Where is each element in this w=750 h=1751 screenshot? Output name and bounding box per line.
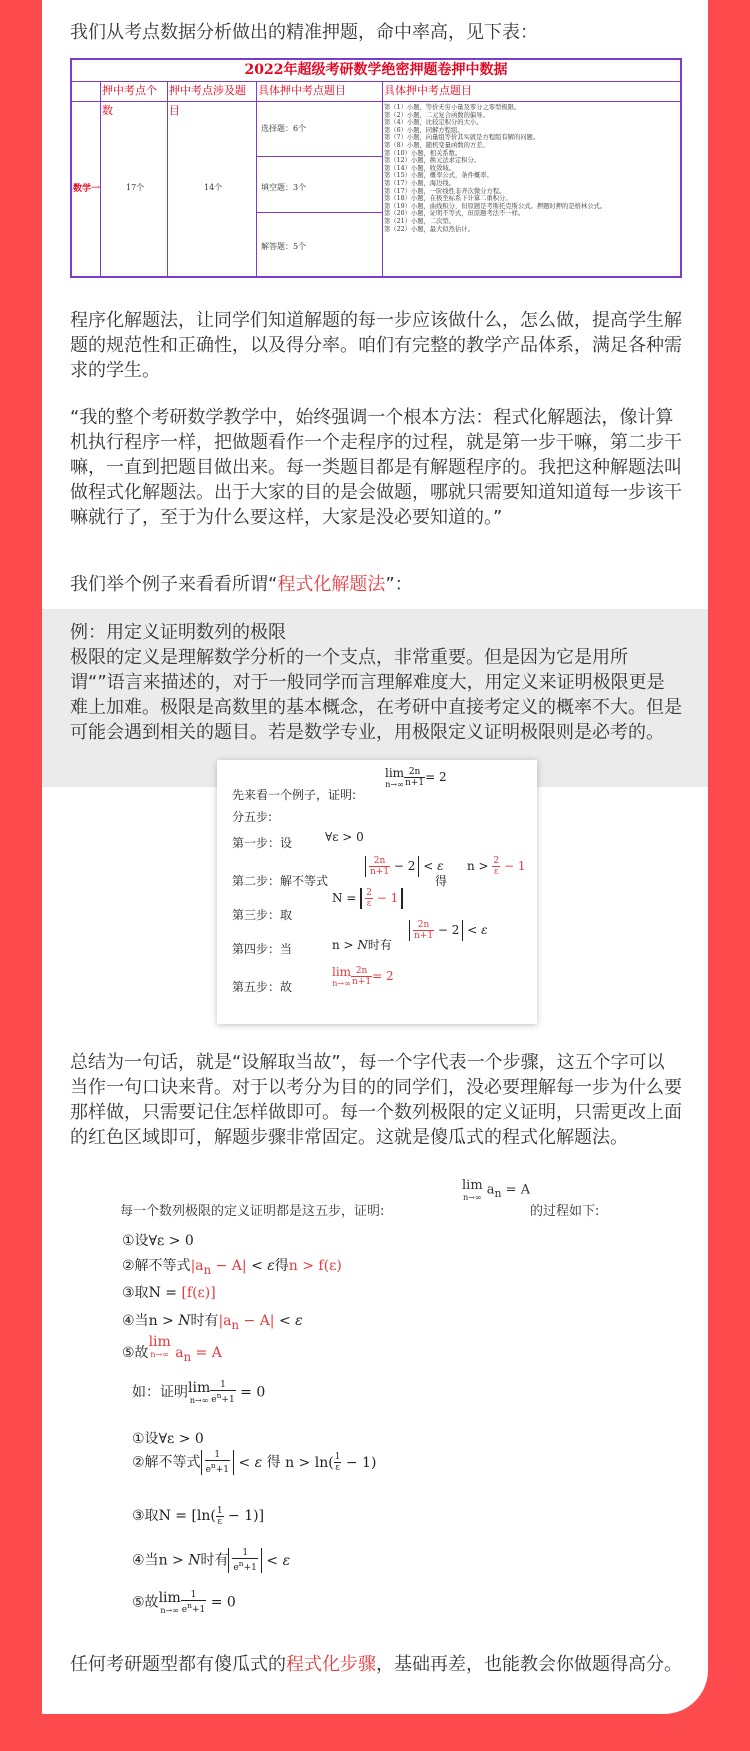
paragraph-quote: “我的整个考研数学教学中，始终强调一个根本方法：程式化解题法，像计算机执行程序一样，把做题看作一个走程序的过程，就是第一步干嘛，第二步干嘛，一直到把题目做出来。每一类题目都是有解题程序的。我把这种解题法叫做程式化解题法。出于大家的目的是会做题，哪就只需要知道知道每一步该干嘛就行了，至于为什么要这样，大家是没必要知道的。”	[70, 407, 682, 528]
text: 任何考研题型都有傻瓜式的	[70, 1654, 286, 1675]
list-item: 第（19）小题，曲线积分，但原题是考斯托克斯公式。押题时押的是格林公式。	[384, 202, 607, 210]
list-item: 第（17）小题，海边线。	[384, 179, 455, 187]
step-has: 时有	[200, 1552, 229, 1569]
proof-ex-step5: ⑤故lim n→∞ $\frac{1}{e^n+1}$ = 0	[132, 1590, 236, 1615]
proof-step1: ①设∀ε > 0	[122, 1233, 194, 1249]
step-label: ⑤故	[132, 1594, 159, 1611]
figure-step2-result: n > $\frac{2}{\varepsilon}$ − 1	[467, 856, 526, 877]
table-divider	[167, 81, 168, 278]
figure-step2: 第二步：解不等式	[232, 874, 329, 888]
figure-step5: 第五步：故	[232, 980, 293, 994]
table-title: 2022年超级考研数学绝密押题卷押中数据	[72, 60, 680, 82]
proof-ex-step2: ②解不等式 $\frac{1}{e^n+1}$ < ε 得 n > ln( $\frac{1}{\varepsilon}$ − 1)	[132, 1450, 377, 1475]
figure-step5-math: lim n→∞ $\frac{2n}{n+1}$ = 2	[332, 965, 394, 988]
figure-step2-get: 得	[435, 874, 448, 888]
figure-step2-math: $\frac{2n}{n+1}$ − 2 < ε	[365, 856, 444, 877]
closing-text	[70, 1652, 682, 1677]
text: ，基础再差，也能教会你做题得高分。	[376, 1654, 682, 1675]
list-item: 第（1）小题，等价无穷小量及零分之零型极限。	[384, 104, 521, 111]
table-divider	[256, 212, 382, 213]
step-label: ④当	[122, 1313, 149, 1329]
paragraph-method: 程序化解题法，让同学们知道解题的每一步应该做什么，怎么做，提高学生解题的规范性和正确性，以及得分率。咱们有完整的教学产品体系，满足各种需求的学生。	[70, 310, 682, 381]
step-label: ②解不等式	[122, 1258, 191, 1274]
list-item: 第（10）小题，相关系数。	[384, 149, 462, 157]
figure-step4-has: 时有	[367, 938, 392, 952]
step-get: 得	[274, 1258, 289, 1274]
list-item: 第（7）小题，向量组等价其实就是方程组有解的问题。	[384, 134, 540, 142]
example-title: 例：用定义证明数列的极限	[70, 622, 286, 643]
figure-step4-math: n > N时有	[332, 938, 392, 952]
proof-step2: ②解不等式$|a_n - A| < \varepsilon$得n > f(ε)	[122, 1258, 342, 1277]
proof-target-formula: lim n→∞ $a_n = A$	[462, 1178, 531, 1202]
list-item: 第（20）小题，证明不等式，但原题考法不一样。	[384, 210, 525, 218]
hit-data-table	[70, 58, 682, 278]
questions-cell: 14个	[204, 183, 223, 192]
highlight-text: 程式化解题法	[277, 574, 386, 595]
paragraph-example-lead	[70, 572, 682, 597]
step-label: ②解不等式	[132, 1454, 201, 1471]
proof-step4: ④当n > N时有$|a_n - A| < \varepsilon$	[122, 1313, 303, 1332]
intro-text: 我们从考点数据分析做出的精准押题，命中率高，见下表：	[70, 22, 538, 43]
figure-step1: 第一步：设	[232, 836, 293, 850]
paragraph-summary: 总结为一句话，就是“设解取当故”，每一个字代表一个步骤，这五个字可以当作一句口诀来背。对于以考分为目的的同学们，没必要理解每一步为什么要那样做，只需要记住怎样做即可。每一个数列极限的定义证明，只需更改上面的红色区域即可，解题步骤非常固定。这就是傻瓜式的程式化解题法。	[70, 1052, 682, 1148]
figure-target-formula: lim n→∞ $\frac{2n}{n+1}$ = 2	[385, 766, 447, 789]
figure-step3-math: N = $\frac{2}{\varepsilon}$ − 1	[332, 888, 403, 909]
count-cell: 17个	[126, 183, 145, 192]
list-item: 第（8）小题，随机变量函数的方差。	[384, 141, 489, 149]
list-item: 第（22）小题，最大似然估计。	[384, 225, 474, 233]
table-divider	[100, 81, 101, 278]
group-fill: 填空题：3个	[261, 183, 307, 192]
list-item: 第（12）小题，换元法求定积分。	[384, 157, 481, 165]
table-divider	[256, 156, 382, 157]
list-item: 第（18）小题，在极坐标系下计算二重积分。	[384, 195, 512, 203]
group-solve: 解答题：5个	[261, 242, 307, 251]
step-label: ①设	[132, 1431, 159, 1447]
step-label: ①设	[122, 1233, 149, 1249]
list-item: 第（15）小题，概率公式，条件概率。	[384, 172, 493, 180]
proof-ex-step3: ③取N = [ln( $\frac{1}{\varepsilon}$ − 1)]	[132, 1505, 265, 1527]
list-item: 第（6）小题，同解方程组。	[384, 126, 464, 134]
step-label: ③取	[122, 1285, 149, 1301]
table-divider	[256, 81, 257, 278]
text: 我们举个例子来看看所谓“	[70, 574, 278, 595]
figure-step3: 第三步：取	[232, 908, 293, 922]
header-detail-items: 具体押中考点题目	[384, 84, 472, 97]
step-label: ③取	[132, 1508, 159, 1524]
header-count: 押中考点个数	[102, 84, 157, 117]
subject-cell: 数学一	[73, 184, 101, 194]
list-item: 第（2）小题，二元复合函数的偏导。	[384, 111, 489, 119]
figure-intro: 先来看一个例子，证明:	[232, 788, 357, 802]
step-label: ④当	[132, 1552, 159, 1569]
header-questions: 押中考点涉及题目	[169, 84, 246, 117]
example-figure	[217, 760, 537, 1024]
example-label: 如：证明	[132, 1384, 188, 1401]
figure-step4-ineq: $\frac{2n}{n+1}$ − 2 < ε	[409, 920, 488, 941]
figure-steps-count: 分五步:	[232, 810, 273, 824]
detail-items	[384, 104, 680, 233]
list-item: 第（14）小题，收敛域。	[384, 164, 455, 172]
proof-ex-step4: ④当n > N时有 $\frac{1}{e^n+1}$ < ε	[132, 1548, 291, 1573]
table-divider	[382, 81, 383, 278]
example-body: 极限的定义是理解数学分析的一个支点，非常重要。但是因为它是用所谓“”语言来描述的，对于一般同学而言理解难度大，用定义来证明极限更是难上加难。极限是高数里的基本概念，在考研中直接考定义的概率不大。但是可能会遇到相关的题目。若是数学专业，用极限定义证明极限则是必考的。	[70, 647, 682, 743]
list-item: 第（17）小题，一阶线性非齐次微分方程。	[384, 187, 506, 195]
proof-ex-step1: ①设∀ε > 0	[132, 1431, 204, 1447]
proof-step5: ⑤故lim n→∞ $a_n = A$	[122, 1334, 222, 1364]
text: ”：	[385, 574, 413, 595]
content-card	[42, 0, 708, 1714]
proof-intro-tail: 的过程如下:	[530, 1204, 600, 1219]
header-detail: 具体押中考点题目	[258, 84, 346, 97]
step-label: ⑤故	[122, 1345, 149, 1361]
list-item: 第（4）小题，比较定积分的大小。	[384, 119, 483, 127]
proof-example: 如：证明lim n→∞ $\frac{1}{e^n+1}$ = 0	[132, 1380, 266, 1405]
step-get: 得	[266, 1454, 281, 1471]
figure-step1-math: ∀ε > 0	[325, 830, 364, 844]
proof-intro: 每一个数列极限的定义证明都是这五步，证明:	[120, 1204, 385, 1219]
list-item: 第（21）小题，二次型。	[384, 217, 455, 225]
proof-step3: ③取N = [f(ε)]	[122, 1285, 216, 1301]
highlight-text: 程式化步骤	[286, 1654, 376, 1675]
step-has: 时有	[190, 1313, 219, 1329]
figure-step4: 第四步：当	[232, 942, 293, 956]
group-choice: 选择题：6个	[261, 124, 307, 133]
